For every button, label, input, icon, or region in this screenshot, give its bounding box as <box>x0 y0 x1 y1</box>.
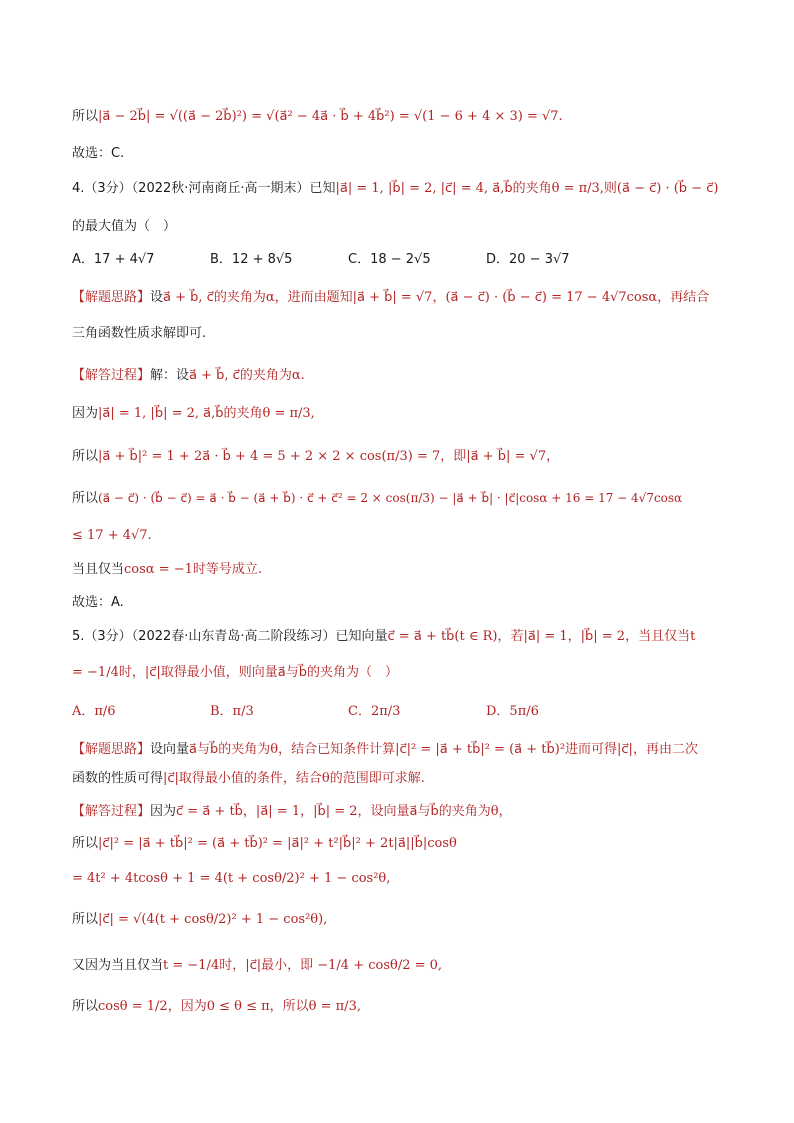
text-line <box>72 489 682 508</box>
text-line <box>72 145 124 163</box>
line-text: 所以 <box>72 912 99 927</box>
line-text: 因为 <box>150 804 177 819</box>
option-d <box>486 703 539 721</box>
option-label: A．π/6 <box>72 704 116 719</box>
option-label: C．2π/3 <box>348 704 401 719</box>
line-text: 设向量 <box>150 742 190 757</box>
line-text: 当且仅当 <box>72 562 125 577</box>
math-expression: cosθ = 1/2，因为0 ≤ θ ≤ π，所以θ = π/3, <box>98 999 361 1014</box>
section-label: 【解题思路】 <box>72 742 151 757</box>
math-expression: a⃗与b⃗的夹角为θ，结合已知条件计算|c⃗|² = |a⃗ + tb⃗|² = (a⃗ + tb⃗)²进而可得|c⃗|，再由二次 <box>189 742 698 757</box>
math-expression: a⃗ + b⃗, c⃗的夹角为α. <box>189 368 305 383</box>
section-label: 【解题思路】 <box>72 290 151 305</box>
line-text: 设 <box>150 290 164 305</box>
question-text: 4.（3分）（2022秋·河南商丘·高一期末）已知 <box>72 181 336 196</box>
line-text: 解：设 <box>150 368 190 383</box>
math-expression: |a⃗| = 1, |b⃗| = 2, |c⃗| = 4, a⃗,b⃗的夹角θ = π/3,则(a⃗ − c⃗) · (b⃗ − c⃗) <box>335 181 719 196</box>
option-b <box>210 703 254 721</box>
text-line <box>72 957 442 975</box>
line-text: 所以 <box>72 836 99 851</box>
answer-line: 故选：A. <box>72 595 124 610</box>
question-5-stem <box>72 628 695 646</box>
text-line <box>72 218 176 236</box>
text-line <box>72 448 559 466</box>
math-expression: |c⃗|² = |a⃗ + tb⃗|² = (a⃗ + tb⃗)² = |a⃗|² + t²|b⃗|² + 2t|a⃗||b⃗|cosθ <box>98 836 457 851</box>
option-label: B．12 + 8√5 <box>210 252 293 267</box>
solution-process <box>72 367 305 385</box>
option-d <box>486 251 570 269</box>
line-text: 又因为当且仅当 <box>72 958 164 973</box>
option-label: D．5π/6 <box>486 704 539 719</box>
math-expression: (a⃗ − c⃗) · (b⃗ − c⃗) = a⃗ · b⃗ − (a⃗ + b⃗) · c⃗ + c⃗² = 2 × cos(π/3) − |a⃗ + b⃗| · |c⃗|cosα + 16 = 17 − 4√7cosα <box>98 491 683 505</box>
option-label: A．17 + 4√7 <box>72 252 155 267</box>
line-text: 所以 <box>72 999 99 1014</box>
option-label: B．π/3 <box>210 704 254 719</box>
text-line <box>72 870 390 888</box>
math-expression: |a⃗| = 1, |b⃗| = 2, a⃗,b⃗的夹角θ = π/3, <box>98 406 315 421</box>
option-b <box>210 251 292 269</box>
option-c <box>348 251 431 269</box>
math-expression: = −1/4时，|c⃗|取得最小值，则向量a⃗与b⃗的夹角为（ ） <box>72 665 398 680</box>
line-text: 所以 <box>72 491 99 506</box>
section-label: 【解答过程】 <box>72 804 151 819</box>
math-expression: c⃗ = a⃗ + tb⃗(t ∈ R)，若|a⃗| = 1，|b⃗| = 2，当且仅当t <box>387 629 696 644</box>
math-expression: = 4t² + 4tcosθ + 1 = 4(t + cosθ/2)² + 1 − cos²θ, <box>72 871 391 886</box>
math-expression: c⃗ = a⃗ + tb⃗，|a⃗| = 1，|b⃗| = 2，设向量a⃗与b⃗的夹角为θ， <box>176 804 512 819</box>
text-line <box>72 325 206 343</box>
question-4-stem <box>72 180 718 198</box>
text-line <box>72 108 563 126</box>
option-label: C．18 − 2√5 <box>348 252 431 267</box>
math-expression: |c⃗| = √(4(t + cosθ/2)² + 1 − cos²θ), <box>98 912 328 927</box>
option-a <box>72 251 154 269</box>
math-expression: |a⃗ + b⃗|² = 1 + 2a⃗ · b⃗ + 4 = 5 + 2 × 2 × cos(π/3) = 7，即|a⃗ + b⃗| = √7， <box>98 449 560 464</box>
line-text: 函数的性质可得 <box>72 771 164 786</box>
section-label: 【解答过程】 <box>72 368 151 383</box>
text-line <box>72 664 398 682</box>
text-line <box>72 405 315 423</box>
math-expression: |c⃗|取得最小值的条件，结合θ的范围即可求解. <box>163 771 425 786</box>
math-expression: t = −1/4时，|c⃗|最小，即 −1/4 + cosθ/2 = 0, <box>163 958 443 973</box>
solution-process <box>72 803 512 821</box>
option-label: D．20 − 3√7 <box>486 252 570 267</box>
option-a <box>72 703 116 721</box>
solution-idea <box>72 289 709 307</box>
text-line <box>72 835 457 853</box>
text-line <box>72 911 327 929</box>
math-expression: cosα = −1时等号成立. <box>124 562 263 577</box>
option-c <box>348 703 400 721</box>
solution-idea <box>72 741 698 759</box>
line-text: 因为 <box>72 406 99 421</box>
text-line <box>72 561 262 579</box>
text-line <box>72 770 425 788</box>
text-line <box>72 998 361 1016</box>
line-text: 所以 <box>72 449 99 464</box>
question-text: 的最大值为（ ） <box>72 219 177 234</box>
line-text: 所以 <box>72 109 99 124</box>
math-expression: ≤ 17 + 4√7. <box>72 528 152 543</box>
answer-line: 故选：C. <box>72 146 125 161</box>
line-text: 三角函数性质求解即可. <box>72 326 207 341</box>
text-line <box>72 527 152 545</box>
text-line <box>72 594 124 612</box>
math-expression: |a⃗ − 2b⃗| = √((a⃗ − 2b⃗)²) = √(a⃗² − 4a⃗ · b⃗ + 4b⃗²) = √(1 − 6 + 4 × 3) = √7. <box>98 109 563 124</box>
question-text: 5.（3分）（2022春·山东青岛·高二阶段练习）已知向量 <box>72 629 388 644</box>
math-expression: a⃗ + b⃗, c⃗的夹角为α，进而由题知|a⃗ + b⃗| = √7，(a⃗ − c⃗) · (b⃗ − c⃗) = 17 − 4√7cosα，再结合 <box>163 290 710 305</box>
